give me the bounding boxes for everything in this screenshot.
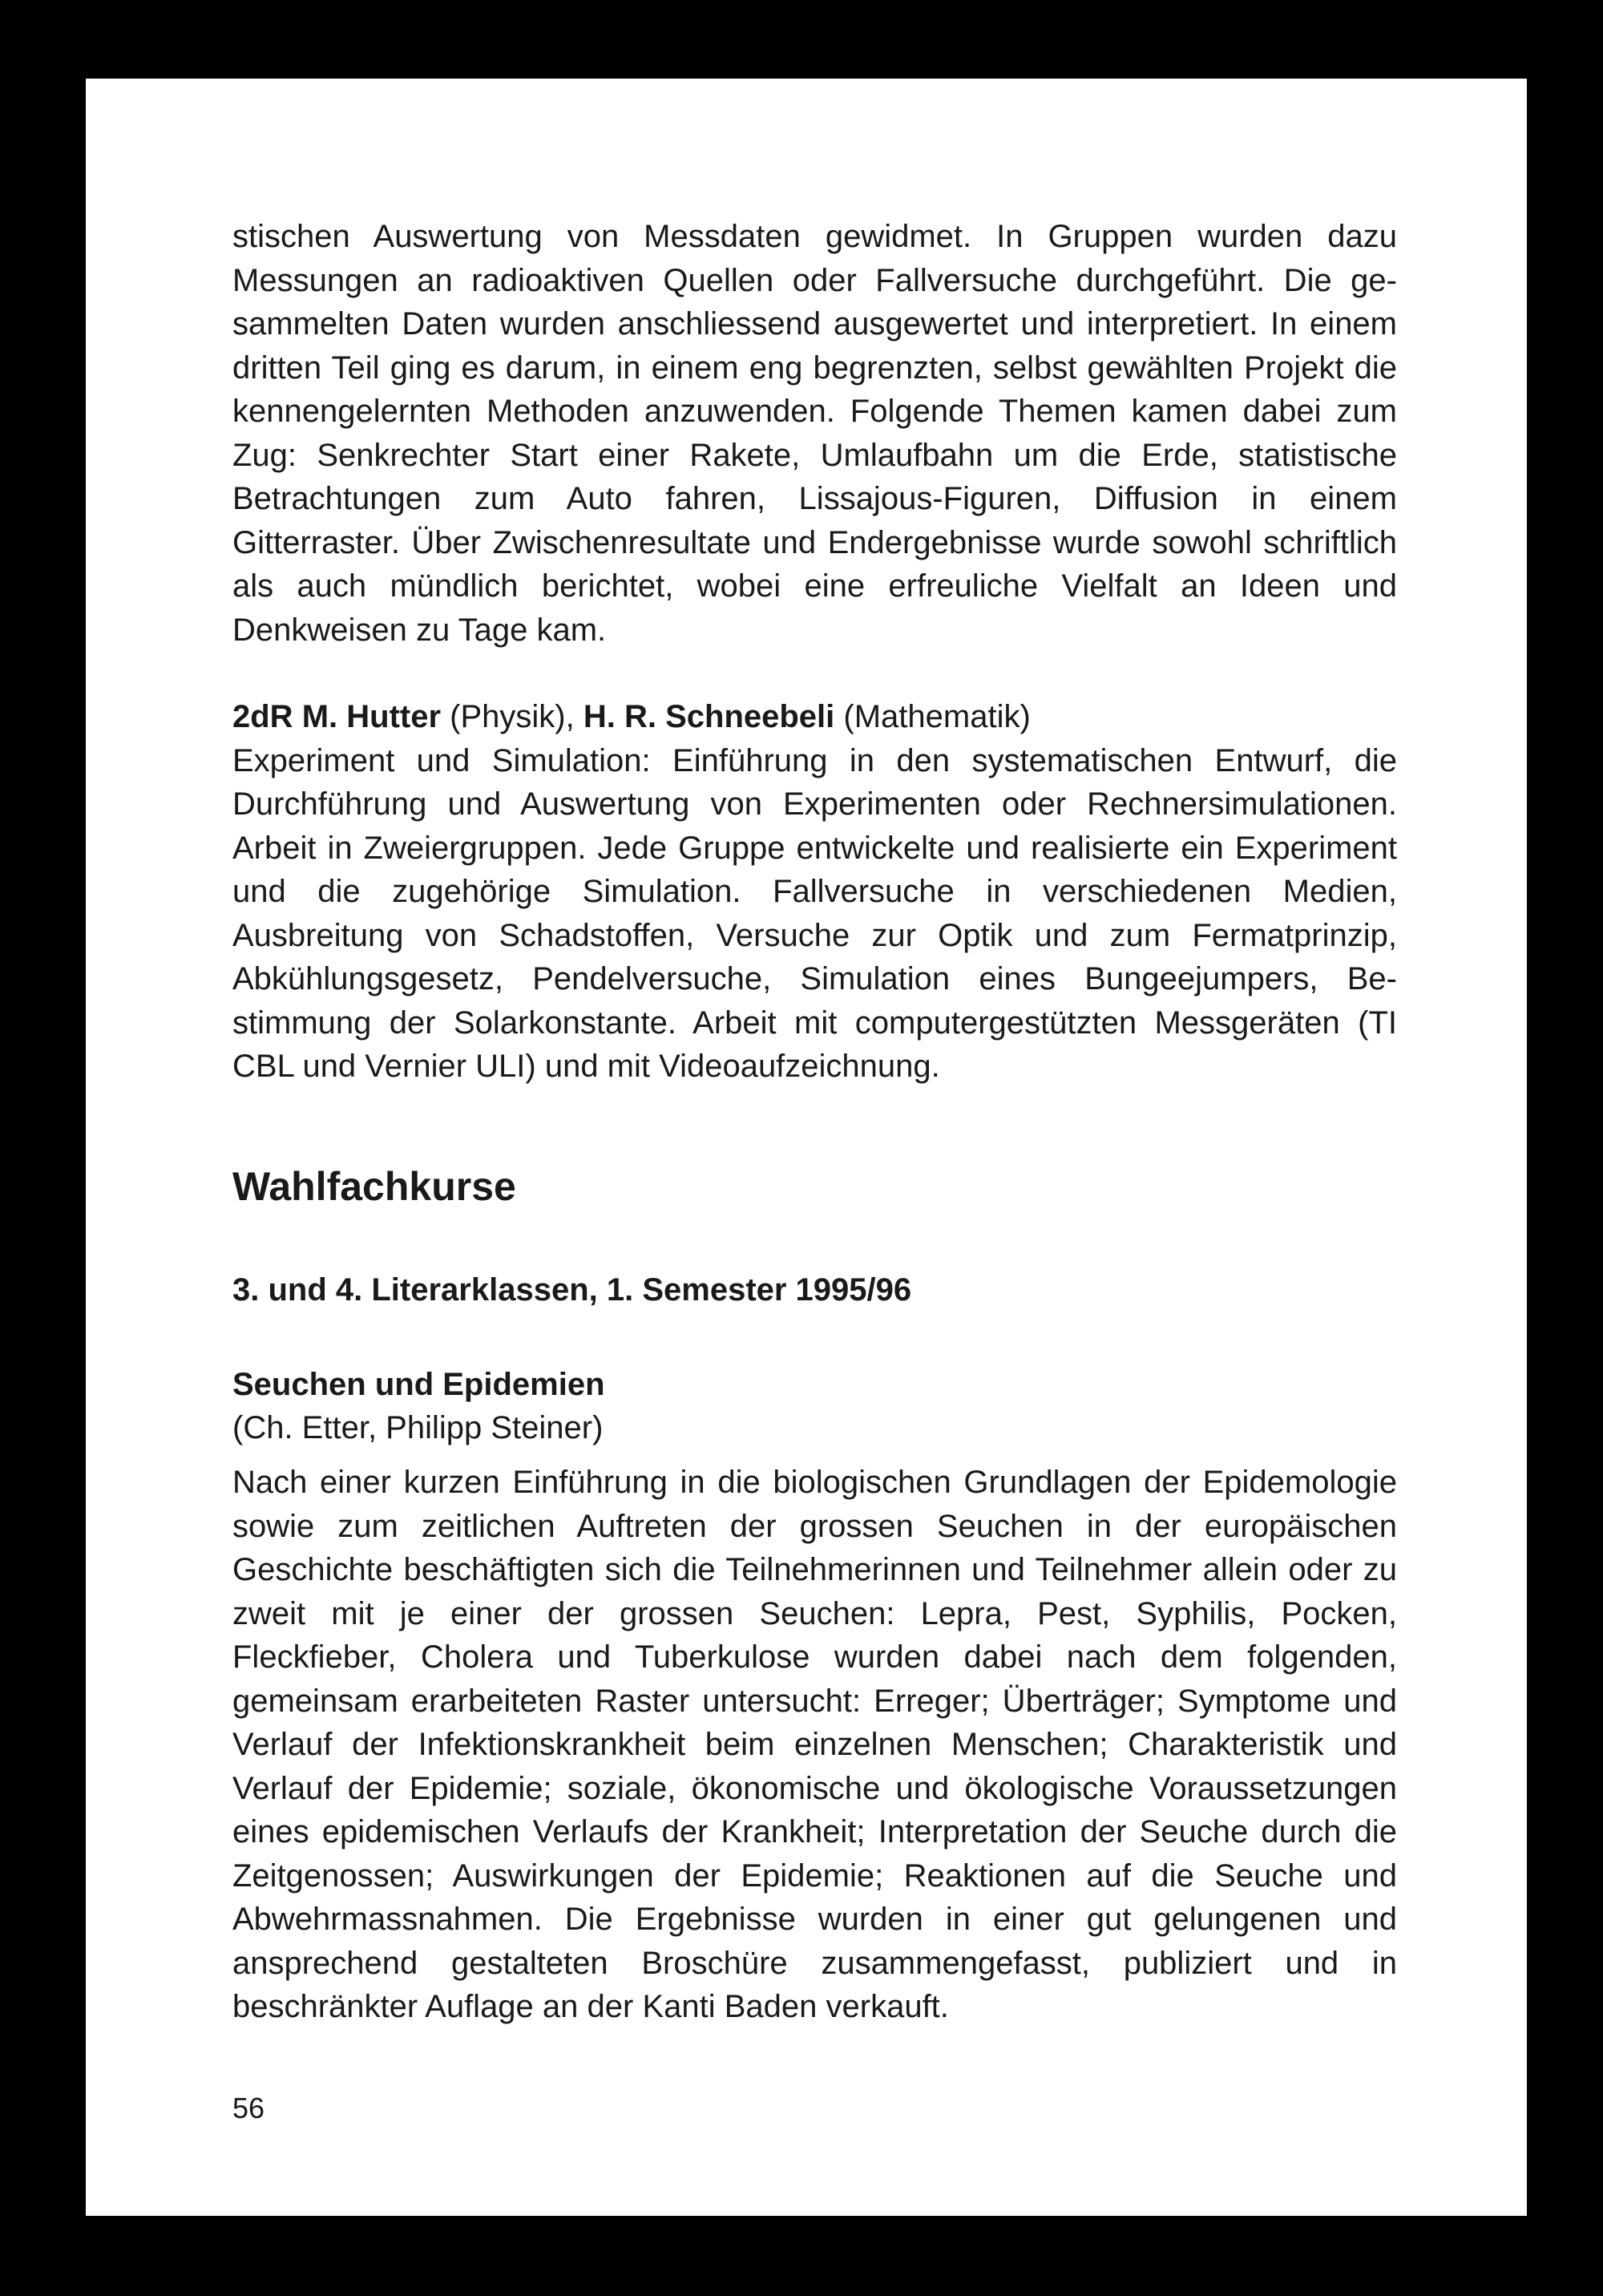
- course-authors: (Ch. Etter, Philipp Steiner): [232, 1409, 604, 1445]
- section-title: Wahlfachkurse: [232, 1163, 516, 1209]
- class-description: Experiment und Simulation: Einführung in den systematischen Entwurf, die Durchführung und Auswertung von Experimenten oder Rechnersimulationen. Arbeit in Zweiergruppen. Jede Gruppe entwickelte und realisierte ein Experiment und die zugehörige Simulation. Fallversuche in verschiedenen Medien, Ausbreitung von Schadstoffen, Versuche zur Optik und zum Fermatprinzip, Abkühlungsgesetz, Pendelversuche, Simulation eines Bungeejumpers, Bestimmung der Solarkonstante. Arbeit mit computergestützten Messgeräten (TI CBL und Vernier ULI) und mit Videoaufzeichnung.: [232, 742, 1397, 1084]
- page-content: [232, 215, 1397, 2029]
- spacer: [232, 1312, 1397, 1363]
- spacer: [232, 1089, 1397, 1162]
- teacher-2-subject: (Mathematik): [843, 699, 1031, 734]
- class-label: 2dR: [232, 699, 293, 734]
- page-number: 56: [232, 2092, 265, 2124]
- class-heading-line: [232, 695, 1397, 739]
- spacer: [232, 1211, 1397, 1268]
- teacher-1-name: M. Hutter: [301, 699, 442, 734]
- intro-paragraph: stischen Auswertung von Messdaten gewidmet. In Gruppen wurden dazu Messungen an radioaktiven Quellen oder Fallversuche durchgeführt. Die gesammelten Daten wurden anschliessend ausgewertet und interpretiert. In einem dritten Teil ging es darum, in einem eng begrenzten, selbst gewählten Projekt die kennengelernten Methoden anzuwenden. Folgende Themen kamen dabei zum Zug: Senkrechter Start einer Rakete, Umlaufbahn um die Erde, statistische Betrachtungen zum Auto fahren, Lissajous-Figuren, Diffusion in einem Gitterraster. Über Zwischenresultate und Endergebnisse wurde sowohl schriftlich als auch mündlich berichtet, wobei eine erfreuliche Vielfalt an Ideen und Denkweisen zu Tage kam.: [232, 219, 1397, 648]
- document-page: [86, 79, 1527, 2216]
- spacer: [232, 652, 1397, 695]
- teacher-1-subject: (Physik),: [450, 699, 575, 734]
- course-title: Seuchen und Epidemien: [232, 1366, 605, 1402]
- semester-heading: 3. und 4. Literarklassen, 1. Semester 1995/96: [232, 1271, 912, 1308]
- spacer: [232, 1449, 1397, 1461]
- teacher-2-name: H. R. Schneebeli: [583, 699, 835, 734]
- course-description: Nach einer kurzen Einführung in die biologischen Grundlagen der Epidemologie sowie zum zeitlichen Auftreten der grossen Seuchen in der europäischen Geschichte beschäftigten sich die Teilnehmerinnen und Teilnehmer allein oder zu zweit mit je einer der grossen Seuchen: Lepra, Pest, Syphilis, Pocken, Fleckfieber, Cholera und Tuberkulose wurden dabei nach dem folgenden, gemeinsam erarbeiteten Raster untersucht: Erreger; Überträger; Symptome und Verlauf der Infektionskrankheit beim einzelnen Menschen; Charakteristik und Verlauf der Epidemie; soziale, ökonomische und ökologische Voraussetzungen eines epidemischen Verlaufs der Krankheit; Interpretation der Seuche durch die Zeitgenossen; Auswirkungen der Epidemie; Reaktionen auf die Seuche und Abwehrmassnahmen. Die Ergebnisse wurden in einer gut gelungenen und ansprechend gestalteten Broschüre zusammengefasst, publiziert und in beschränkter Auflage an der Kanti Baden verkauft.: [232, 1465, 1397, 2024]
